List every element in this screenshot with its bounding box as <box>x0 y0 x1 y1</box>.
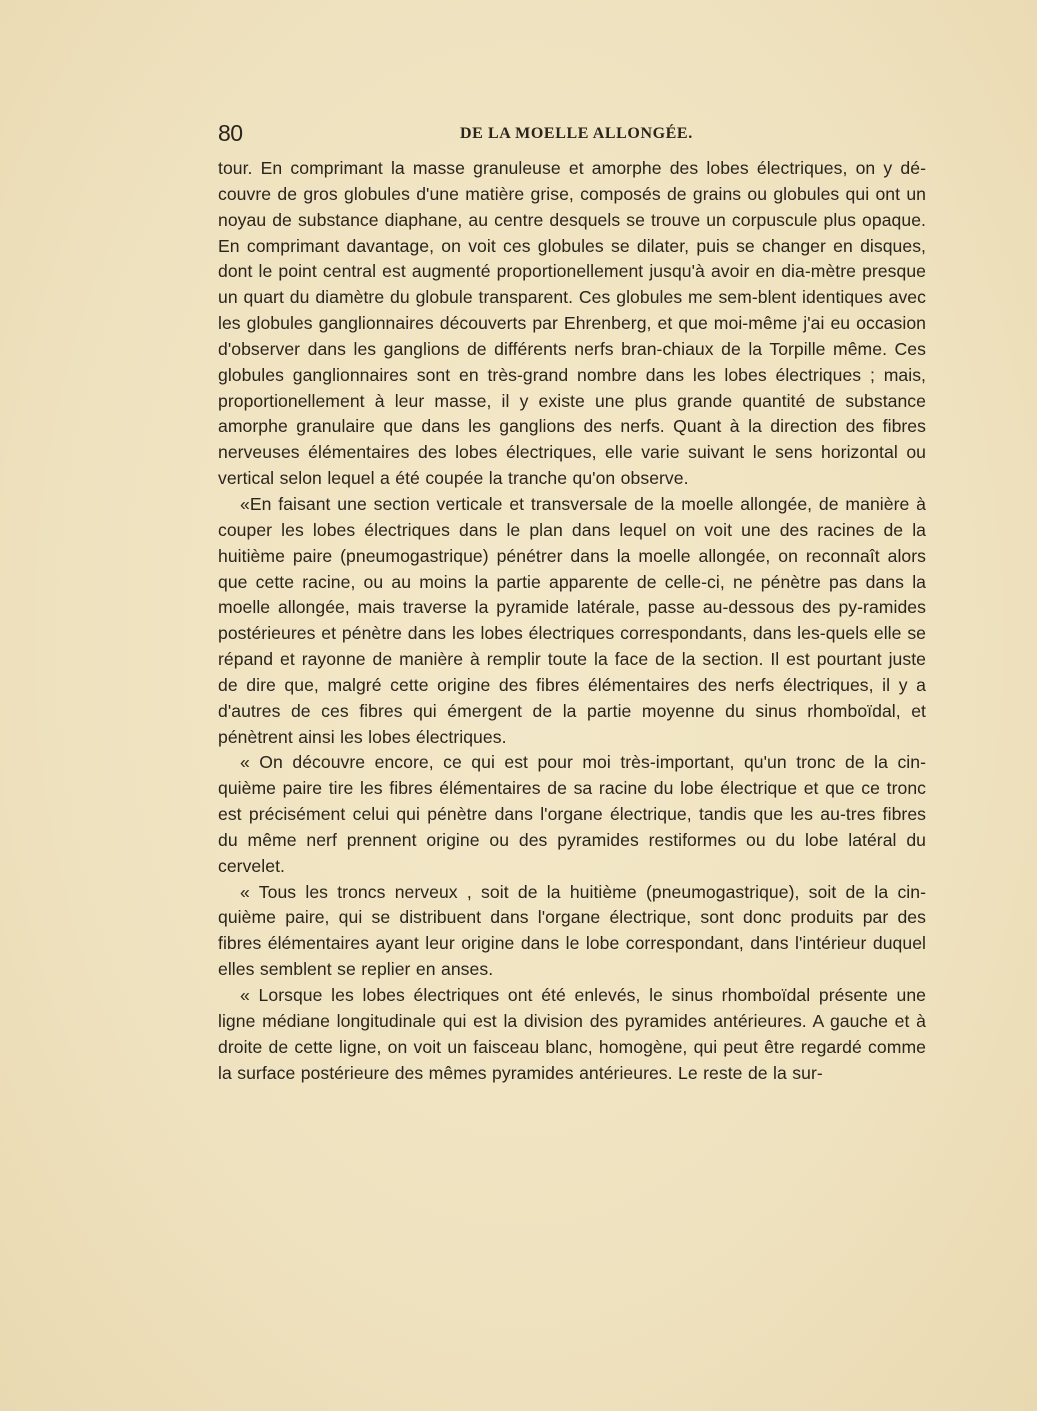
page-number: 80 <box>218 120 243 146</box>
paragraph-3: « On découvre encore, ce qui est pour moi très-important, qu'un tronc de la cin-quième paire tire les fibres élémentaires de sa racine du lobe électrique et que ce tronc est précisément celui qui pénètre dans l'organe électrique, tandis que les au-tres fibres du même nerf prennent origine ou des pyramides restiformes ou du lobe latéral du cervelet. <box>218 752 926 876</box>
body-text <box>218 156 926 1086</box>
paragraph-1: tour. En comprimant la masse granuleuse et amorphe des lobes électriques, on y dé-couvre de gros globules d'une matière grise, composés de grains ou globules qui ont un noyau de substance diaphane, au centre desquels se trouve un corpuscule plus opaque. En comprimant davantage, on voit ces globules se dilater, puis se changer en disques, dont le point central est augmenté proportionellement jusqu'à avoir en dia-mètre presque un quart du diamètre du globule transparent. Ces globules me sem-blent identiques avec les globules ganglionnaires découverts par Ehrenberg, et que moi-même j'ai eu occasion d'observer dans les ganglions de différents nerfs bran-chiaux de la Torpille même. Ces globules ganglionnaires sont en très-grand nombre dans les lobes électriques ; mais, proportionellement à leur masse, il y existe une plus grande quantité de substance amorphe granulaire que dans les ganglions des nerfs. Quant à la direction des fibres nerveuses élémentaires des lobes électriques, elle varie suivant le sens horizontal ou vertical selon lequel a été coupée la tranche qu'on observe. <box>218 158 926 489</box>
paragraph-5: « Lorsque les lobes électriques ont été enlevés, le sinus rhomboïdal présente une ligne médiane longitudinale qui est la division des pyramides antérieures. A gauche et à droite de cette ligne, on voit un faisceau blanc, homogène, qui peut être regardé comme la surface postérieure des mêmes pyramides antérieures. Le reste de la sur- <box>218 985 926 1083</box>
page-header <box>218 120 926 152</box>
paragraph-4: « Tous les troncs nerveux , soit de la huitième (pneumogastrique), soit de la cin-quième paire, qui se distribuent dans l'organe électrique, sont donc produits par des fibres élémentaires ayant leur origine dans le lobe correspondant, dans l'intérieur duquel elles semblent se replier en anses. <box>218 881 926 980</box>
running-title: DE LA MOELLE ALLONGÉE. <box>460 125 693 142</box>
paragraph-2: «En faisant une section verticale et transversale de la moelle allongée, de manière à couper les lobes électriques dans le plan dans lequel on voit une des racines de la huitième paire (pneumogastrique) pénétrer dans la moelle allongée, on reconnaît alors que cette racine, ou au moins la partie apparente de celle-ci, ne pénètre pas dans la moelle allongée, mais traverse la pyramide latérale, passe au-dessous des py-ramides postérieures et pénètre dans les lobes électriques correspondants, dans les-quels elle se répand et rayonne de manière à remplir toute la face de la section. Il est pourtant juste de dire que, malgré cette origine des fibres élémentaires des nerfs électriques, il y a d'autres de ces fibres qui émergent de la partie moyenne du sinus rhomboïdal, et pénètrent ainsi les lobes électriques. <box>218 493 926 747</box>
